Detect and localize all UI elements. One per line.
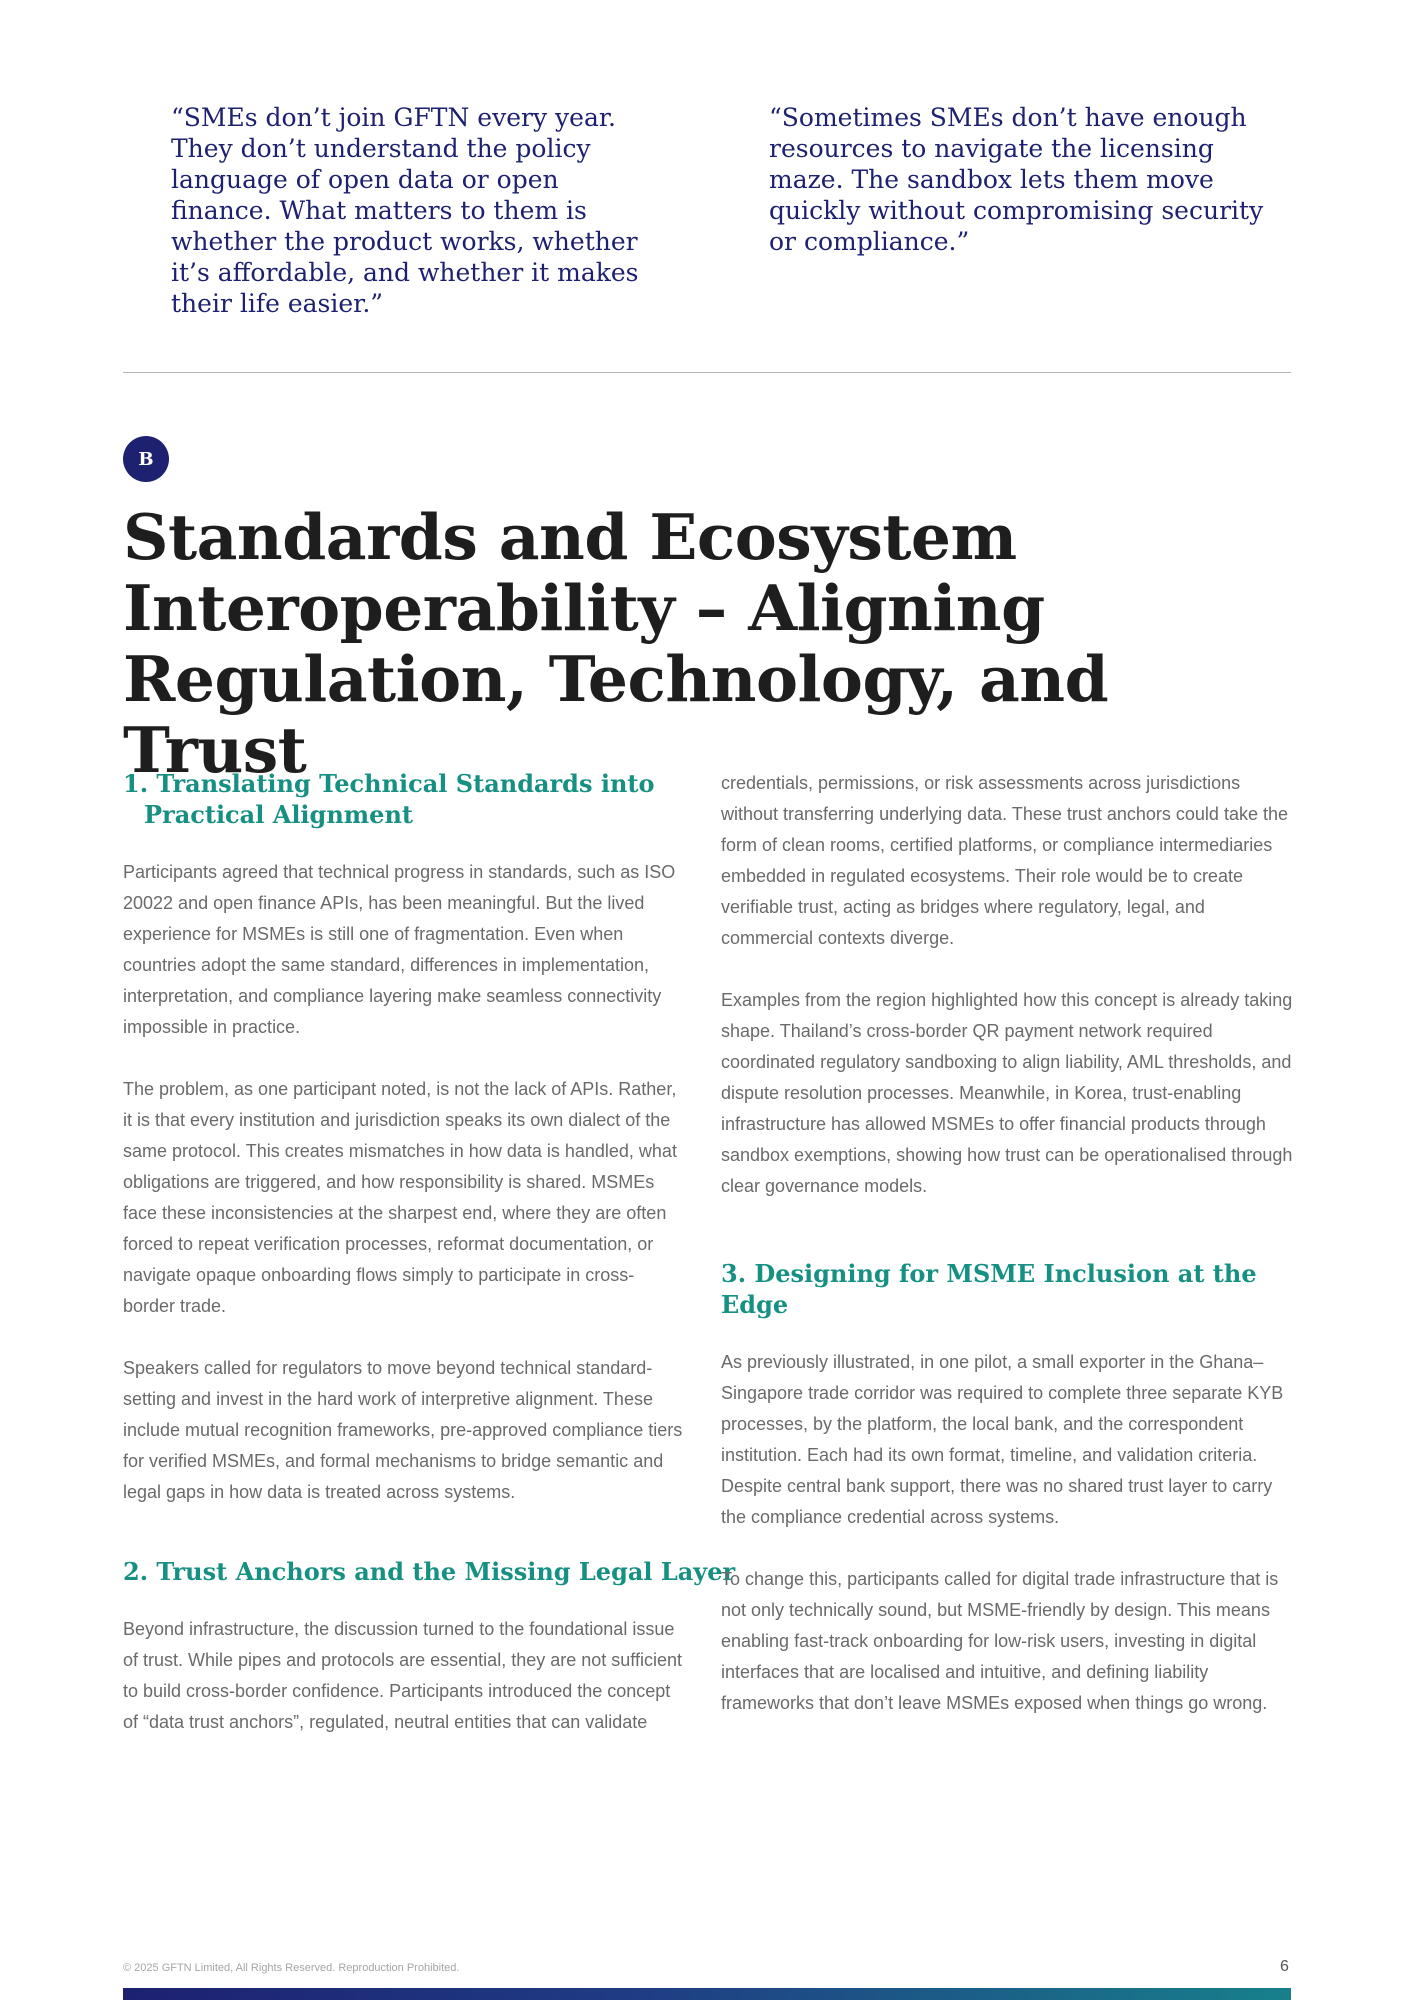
subsection-3-paragraph-2: To change this, participants called for digital trade infrastructure that is not only technically sound, but MSME-friendly by design. This means enabling fast-track onboarding for low-risk users, investing in digital interfaces that are localised and intuitive, and defining liability frameworks that don’t leave MSMEs exposed when things go wrong. (721, 1569, 1279, 1713)
subsection-3-paragraph-1: As previously illustrated, in one pilot, a small exporter in the Ghana–Singapore trade corridor was required to complete three separate KYB processes, by the platform, the local bank, and the correspondent institution. Each had its own format, timeline, and validation criteria. Despite central bank support, there was no shared trust layer to carry the compliance credential across systems. (721, 1352, 1284, 1527)
subsection-2-paragraph-1-continued: credentials, permissions, or risk assessments across jurisdictions without transferring underlying data. These trust anchors could take the form of clean rooms, certified platforms, or compliance intermediaries embedded in regulated ecosystems. Their role would be to create verifiable trust, acting as bridges where regulatory, legal, and commercial contexts diverge. (721, 773, 1288, 948)
footer-gradient-bar (123, 1988, 1291, 2000)
section-badge: B (123, 436, 169, 482)
footer-copyright: © 2025 GFTN Limited, All Rights Reserved. Reproduction Prohibited. (123, 1962, 460, 1974)
subsection-1-paragraph-1: Participants agreed that technical progress in standards, such as ISO 20022 and open finance APIs, has been meaningful. But the lived experience for MSMEs is still one of fragmentation. Even when countries adopt the same standard, differences in implementation, interpretation, and compliance layering make seamless connectivity impossible in practice. (123, 862, 676, 1037)
pull-quote-right: “Sometimes SMEs don’t have enough resources to navigate the licensing maze. The sandbox lets them move quickly without compromising security or compliance.” (769, 103, 1264, 256)
left-column (123, 768, 736, 1738)
subsection-2-paragraph-1: Beyond infrastructure, the discussion turned to the foundational issue of trust. While pipes and protocols are essential, they are not sufficient to build cross-border confidence. Participants introduced the concept of “data trust anchors”, regulated, neutral entities that can validate (123, 1619, 682, 1732)
subsection-1-paragraph-2: The problem, as one participant noted, is not the lack of APIs. Rather, it is that every institution and jurisdiction speaks its own dialect of the same protocol. This creates mismatches in how data is handled, what obligations are triggered, and how responsibility is shared. MSMEs face these inconsistencies at the sharpest end, where they are often forced to repeat verification processes, reformat documentation, or navigate opaque onboarding flows simply to participate in cross-border trade. (123, 1079, 677, 1316)
subsection-3-heading: 3. Designing for MSME Inclusion at the Edge (721, 1259, 1257, 1319)
subsection-2-paragraph-2: Examples from the region highlighted how this concept is already taking shape. Thailand’s cross-border QR payment network required coordinated regulatory sandboxing to align liability, AML thresholds, and dispute resolution processes. Meanwhile, in Korea, trust-enabling infrastructure has allowed MSMEs to offer financial products through sandbox exemptions, showing how trust can be operationalised through clear governance models. (721, 990, 1293, 1196)
page-number: 6 (1280, 1958, 1289, 1975)
section-divider (123, 372, 1291, 373)
subsection-1-heading: 1. Translating Technical Standards into Practical Alignment (123, 769, 655, 829)
subsection-2-heading: 2. Trust Anchors and the Missing Legal Layer (123, 1557, 736, 1586)
right-column (721, 768, 1296, 1719)
subsection-1-paragraph-3: Speakers called for regulators to move beyond technical standard-setting and invest in the hard work of interpretive alignment. These include mutual recognition frameworks, pre-approved compliance tiers for verified MSMEs, and formal mechanisms to bridge semantic and legal gaps in how data is treated across systems. (123, 1358, 683, 1502)
page-title: Standards and Ecosystem Interoperability – Aligning Regulation, Technology, and Trust (123, 500, 1109, 787)
pull-quote-left: “SMEs don’t join GFTN every year. They don’t understand the policy language of open data or open finance. What matters to them is whether the product works, whether it’s affordable, and whether it makes their life easier.” (171, 103, 639, 318)
